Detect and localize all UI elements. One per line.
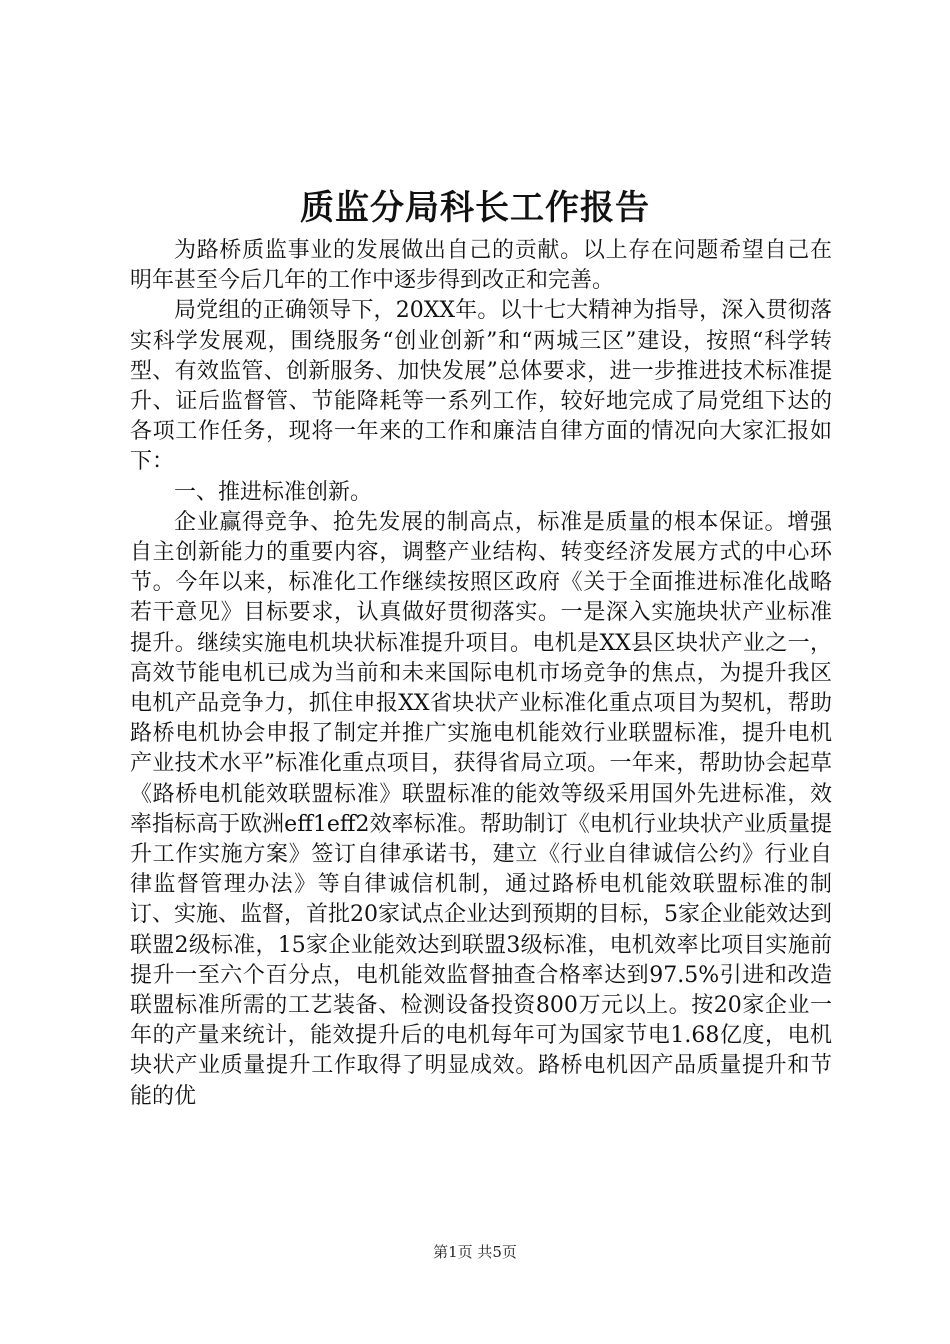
document-body — [130, 236, 832, 1112]
paragraph: 为路桥质监事业的发展做出自己的贡献。以上存在问题希望自己在明年甚至今后几年的工作中逐步得到改正和完善。 — [130, 238, 832, 294]
page-number-footer: 第1页 共5页 — [433, 1243, 517, 1261]
section-heading: 一、推进标准创新。 — [174, 479, 373, 505]
paragraph: 局党组的正确领导下，20XX年。以十七大精神为指导，深入贯彻落实科学发展观，围绕服务“创业创新”和“两城三区”建设，按照“科学转型、有效监管、创新服务、加快发展”总体要求，进一步推进技术标准提升、证后监督管、节能降耗等一系列工作，较好地完成了局党组下达的各项工作任务，现将一年来的工作和廉洁自律方面的情况向大家汇报如下： — [130, 298, 832, 475]
document-title: 质监分局科长工作报告 — [300, 188, 650, 228]
paragraph: 企业赢得竞争、抢先发展的制高点，标准是质量的根本保证。增强自主创新能力的重要内容，调整产业结构、转变经济发展方式的中心环节。今年以来，标准化工作继续按照区政府《关于全面推进标准化战略若干意见》目标要求，认真做好贯彻落实。一是深入实施块状产业标准提升。继续实施电机块状标准提升项目。电机是XX县区块状产业之一，高效节能电机已成为当前和未来国际电机市场竞争的焦点，为提升我区电机产品竞争力，抓住申报XX省块状产业标准化重点项目为契机，帮助路桥电机协会申报了制定并推广实施电机能效行业联盟标准，提升电机产业技术水平”标准化重点项目，获得省局立项。一年来，帮助协会起草《路桥电机能效联盟标准》联盟标准的能效等级采用国外先进标准，效率指标高于欧洲eff1eff2效率标准。帮助制订《电机行业块状产业质量提升工作实施方案》签订自律承诺书，建立《行业自律诚信公约》行业自律监督管理办法》等自律诚信机制，通过路桥电机能效联盟标准的制订、实施、监督，首批20家试点企业达到预期的目标，5家企业能效达到联盟2级标准，15家企业能效达到联盟3级标准，电机效率比项目实施前提升一至六个百分点，电机能效监督抽查合格率达到97.5%引进和改造联盟标准所需的工艺装备、检测设备投资800万元以上。按20家企业一年的产量来统计，能效提升后的电机每年可为国家节电1.68亿度，电机块状产业质量提升工作取得了明显成效。路桥电机因产品质量提升和节能的优 — [130, 509, 832, 1109]
